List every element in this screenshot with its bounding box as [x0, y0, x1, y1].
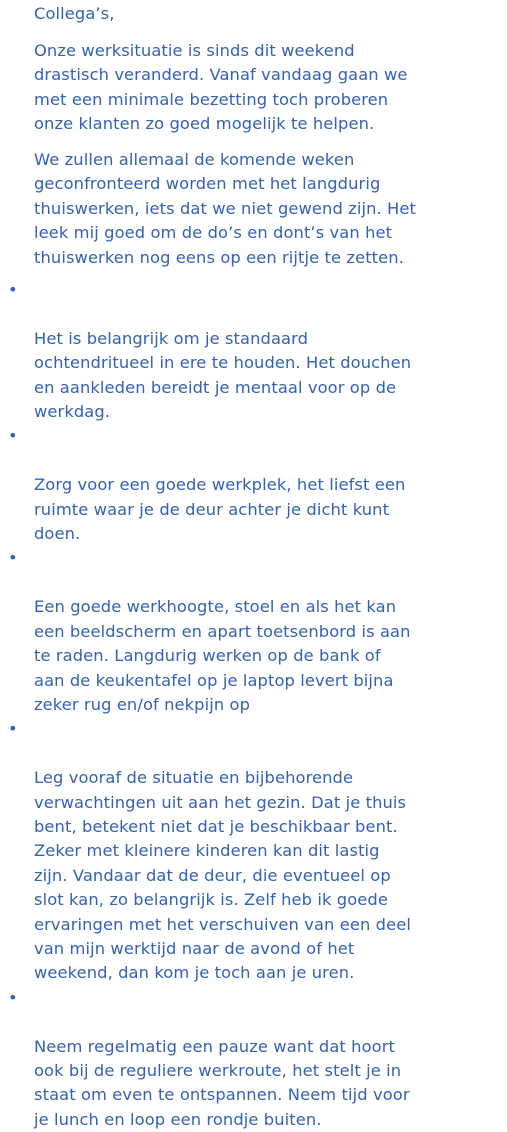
bullet-icon: • [8, 987, 18, 1007]
list-item-text: Leg vooraf de situatie en bijbehorende verwachtingen uit aan het gezin. Dat je thuis bent, betekent niet dat je beschikbaar bent. Zeker met kleinere kinderen kan dit lastig zijn. Vandaar dat de deur, die eventueel op slot kan, zo belangrijk is. Zelf heb ik goede ervaringen met het verschuiven van een deel van mijn werktijd naar de avond of het weekend, dan kom je toch aan je uren. [34, 768, 411, 983]
list-item-text: Zorg voor een goede werkplek, het liefst een ruimte waar je de deur achter je dicht kunt doen. [34, 475, 406, 544]
list-item [0, 278, 507, 424]
bullet-icon: • [8, 280, 18, 299]
list-item-text: Neem regelmatig een pauze want dat hoort ook bij de reguliere werkroute, het stelt je in staat om even te ontspannen. Neem tijd voor je lunch en loop een rondje buiten. [34, 1036, 410, 1129]
list-item-text: Een goede werkhoogte, stoel en als het kan een beeldscherm en apart toetsenbord is aan te raden. Langdurig werken op de bank of aan de keukentafel op je laptop levert bijna zeker rug en/of nekpijn op [34, 597, 411, 714]
list-item-text: Het is belangrijk om je standaard ochtendritueel in ere te houden. Het douchen en aankleden bereidt je mentaal voor op de werkdag. [34, 328, 412, 422]
bullet-icon: • [8, 548, 18, 568]
list-item [0, 986, 507, 1132]
list-item [0, 546, 507, 717]
bullet-icon: • [8, 719, 18, 739]
list-item [0, 717, 507, 985]
tips-list [0, 278, 507, 1132]
list-item [0, 424, 507, 546]
greeting: Collega’s, [34, 4, 115, 23]
intro-paragraph: Onze werksituatie is sinds dit weekend drastisch veranderd. Vanaf vandaag gaan we met een minimale bezetting toch proberen onze klanten zo goed mogelijk te helpen. [34, 41, 408, 134]
bullet-icon: • [8, 426, 18, 446]
context-paragraph: We zullen allemaal de komende weken geconfronteerd worden met het langdurig thuiswerken, iets dat we niet gewend zijn. Het leek mij goed om de do’s en dont’s van het thuiswerken nog eens op een rijtje te zetten. [34, 150, 416, 267]
